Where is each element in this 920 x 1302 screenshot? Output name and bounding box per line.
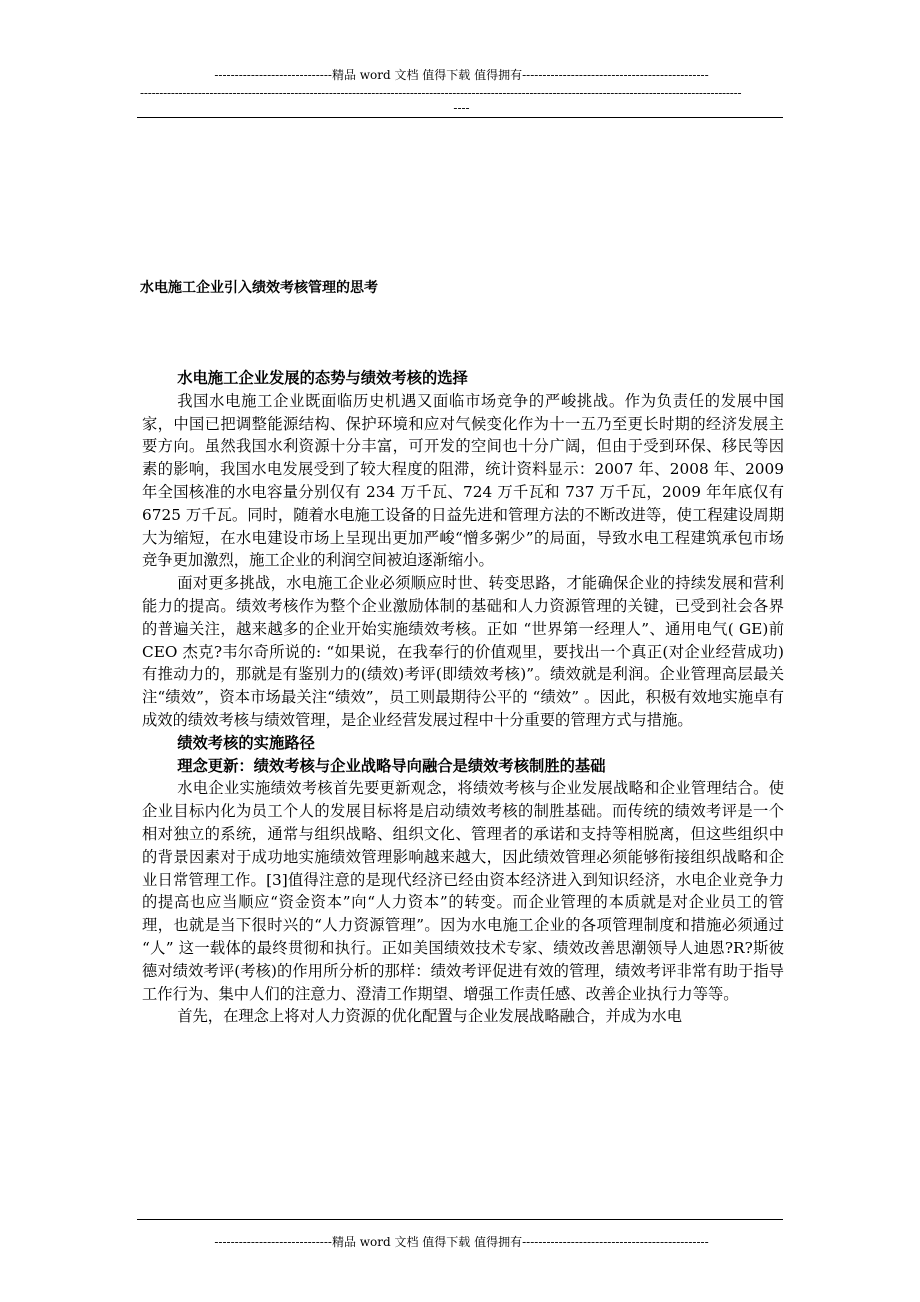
footer-banner: -----------------------------精品 word 文档 值得下载 值得拥有----------------------------------------------: [214, 1235, 709, 1249]
header-dash-line: ------------------------------------------------------------------------------------------------------------------------------------------------------------: [140, 86, 742, 100]
section-heading-path: 绩效考核的实施路径: [177, 733, 315, 752]
footer-rule: [137, 1219, 783, 1220]
header-rule: [137, 117, 783, 118]
header-dash-tail: ----: [453, 101, 470, 115]
paragraph-3: 水电企业实施绩效考核首先要更新观念，将绩效考核与企业发展战略和企业管理结合。使企业目标内化为员工个人的发展目标将是启动绩效考核的制胜基础。而传统的绩效考评是一个相对独立的系统，通常与组织战略、组织文化、管理者的承诺和支持等相脱离，但这些组织中的背景因素对于成功地实施绩效管理影响越来越大，因此绩效管理必须能够衔接组织战略和企业日常管理工作。[3]值得注意的是现代经济已经由资本经济进入到知识经济，水电企业竞争力的提高也应当顺应“资金资本”向“人力资本”的转变。而企业管理的本质就是对企业员工的管理，也就是当下很时兴的“人力资源管理”。因为水电施工企业的各项管理制度和措施必须通过 “人” 这一载体的最终贯彻和执行。正如美国绩效技术专家、绩效改善思潮领导人迪恩?R?斯彼德对绩效考评(考核)的作用所分析的那样：绩效考评促进有效的管理，绩效考评非常有助于指导工作行为、集中人们的注意力、澄清工作期望、增强工作责任感、改善企业执行力等等。: [142, 779, 784, 1003]
paragraph-4: 首先，在理念上将对人力资源的优化配置与企业发展战略融合，并成为水电: [177, 1007, 682, 1026]
header-banner: -----------------------------精品 word 文档 值得下载 值得拥有----------------------------------------------: [214, 68, 709, 82]
section-heading-situation: 水电施工企业发展的态势与绩效考核的选择: [177, 369, 468, 387]
document-body: [142, 367, 784, 1028]
paragraph-2: 面对更多挑战，水电施工企业必须顺应时世、转变思路，才能确保企业的持续发展和营利能力的提高。绩效考核作为整个企业激励体制的基础和人力资源管理的关键，已受到社会各界的普遍关注，越来越多的企业开始实施绩效考核。正如 “世界第一经理人”、通用电气( GE)前 CEO 杰克?韦尔奇所说的: “如果说，在我奉行的价值观里，要找出一个真正(对企业经营成功)有推动力的，那就是有鉴别力的(绩效)考评(即绩效考核)”。绩效就是利润。企业管理高层最关注“绩效”，资本市场最关注“绩效”，员工则最期待公平的 “绩效” 。因此，积极有效地实施卓有成效的绩效考核与绩效管理，是企业经营发展过程中十分重要的管理方式与措施。: [142, 574, 784, 729]
section-heading-concept: 理念更新：绩效考核与企业战略导向融合是绩效考核制胜的基础: [177, 756, 606, 775]
paragraph-1: 我国水电施工企业既面临历史机遇又面临市场竞争的严峻挑战。作为负责任的发展中国家，中国已把调整能源结构、保护环境和应对气候变化作为十一五乃至更长时期的经济发展主要方向。虽然我国水利资源十分丰富，可开发的空间也十分广阔，但由于受到环保、移民等因素的影响，我国水电发展受到了较大程度的阻滞，统计资料显示：2007 年、2008 年、2009 年全国核准的水电容量分别仅有 234 万千瓦、724 万千瓦和 737 万千瓦，2009 年年底仅有 6725 万千瓦。同时，随着水电施工设备的日益先进和管理方法的不断改进等，使工程建设周期大为缩短，在水电建设市场上呈现出更加严峻“憎多粥少”的局面，导致水电工程建筑承包市场竞争更加激烈，施工企业的利润空间被迫逐渐缩小。: [142, 391, 784, 570]
document-title: 水电施工企业引入绩效考核管理的思考: [140, 280, 378, 296]
